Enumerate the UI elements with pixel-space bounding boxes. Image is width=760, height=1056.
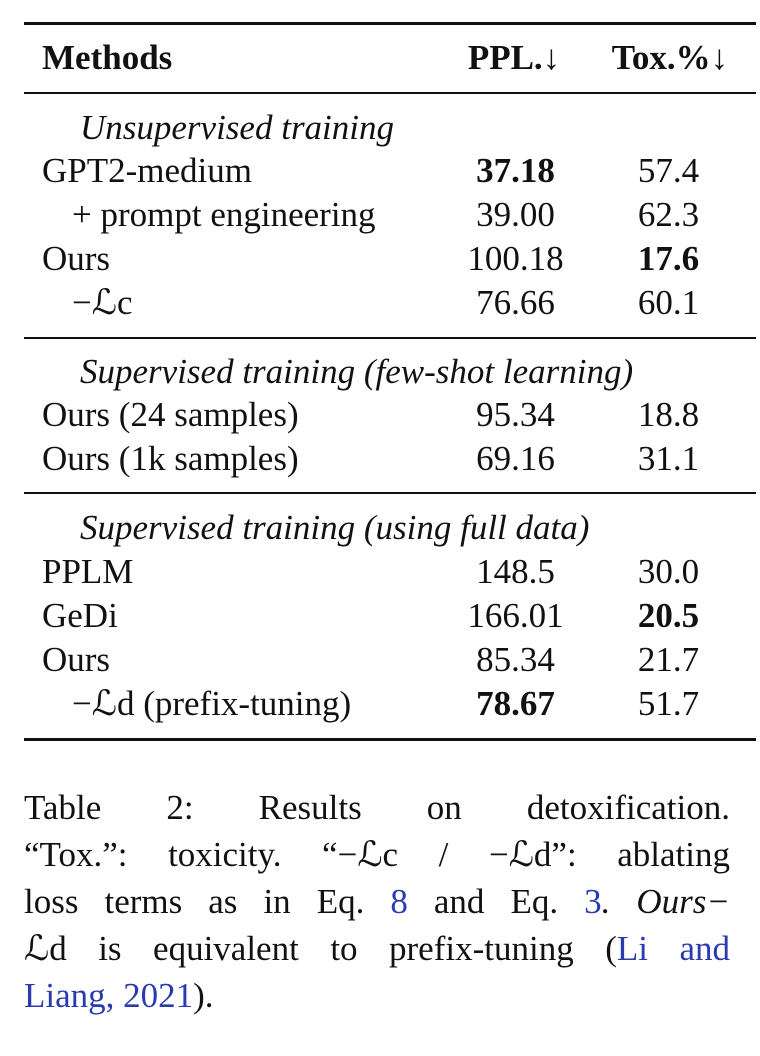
table-row: [0, 193, 760, 237]
table-row: [0, 437, 760, 481]
section-title: [0, 350, 760, 394]
table-row: [0, 682, 760, 726]
caption-line: Table 2: Results on detoxification.: [24, 788, 730, 827]
ppl-cell: 78.67: [476, 684, 555, 723]
table-row: [0, 550, 760, 594]
ppl-cell: 95.34: [476, 395, 555, 434]
tox-cell: 62.3: [637, 195, 700, 234]
tox-cell: 51.7: [637, 684, 700, 723]
citation-link[interactable]: Li and: [616, 929, 730, 968]
section-rule: [24, 337, 756, 339]
table-bottom-rule: [24, 738, 756, 741]
tox-cell: 20.5: [637, 596, 700, 635]
method-cell: Ours (24 samples): [42, 395, 299, 434]
caption-line: “Tox.”: toxicity. “−ℒc / −ℒd”: ablating: [24, 835, 730, 874]
tox-cell: 57.4: [637, 151, 700, 190]
table-top-rule: [24, 22, 756, 25]
ppl-cell: 166.01: [467, 596, 564, 635]
table-header-row: [0, 36, 760, 80]
tox-cell: 18.8: [637, 395, 700, 434]
table-row: [0, 281, 760, 325]
caption-text: . Ours−: [601, 882, 731, 921]
header-rule: [24, 92, 756, 94]
ppl-cell: 100.18: [467, 239, 564, 278]
table-row: [0, 638, 760, 682]
ppl-cell: 76.66: [476, 283, 555, 322]
method-cell: GPT2-medium: [42, 151, 252, 190]
method-cell: Ours: [42, 640, 111, 679]
citation-link[interactable]: Liang, 2021: [24, 976, 194, 1015]
header-tox: Tox.%↓: [611, 38, 729, 77]
tox-cell: 60.1: [637, 283, 700, 322]
ppl-cell: 148.5: [476, 552, 555, 591]
table-row: [0, 393, 760, 437]
caption-text: ℒd is equivalent to prefix-tuning (: [24, 929, 617, 968]
method-cell: Ours: [42, 239, 111, 278]
tox-cell: 30.0: [637, 552, 700, 591]
method-cell: Ours (1k samples): [42, 439, 299, 478]
eq8-link[interactable]: 8: [390, 882, 408, 921]
section-fulldata-title: Supervised training (using full data): [80, 508, 590, 547]
caption-text: and Eq.: [433, 882, 559, 921]
tox-cell: 31.1: [637, 439, 700, 478]
table-row: [0, 237, 760, 281]
method-cell: −ℒc: [72, 283, 133, 322]
table-caption: [24, 784, 730, 1019]
section-unsupervised-title: Unsupervised training: [80, 108, 395, 147]
section-rule: [24, 492, 756, 494]
tox-cell: 21.7: [637, 640, 700, 679]
header-ppl: PPL.↓: [467, 38, 561, 77]
ppl-cell: 85.34: [476, 640, 555, 679]
caption-line: [24, 972, 730, 1019]
caption-text: ).: [193, 976, 214, 1015]
method-cell: + prompt engineering: [72, 195, 376, 234]
ppl-cell: 69.16: [476, 439, 555, 478]
method-cell: GeDi: [42, 596, 118, 635]
ppl-cell: 37.18: [476, 151, 555, 190]
section-title: [0, 106, 760, 150]
section-fewshot-title: Supervised training (few-shot learning): [80, 352, 634, 391]
section-title: [0, 506, 760, 550]
caption-line: [24, 925, 730, 972]
method-cell: PPLM: [42, 552, 134, 591]
eq3-link[interactable]: 3: [584, 882, 602, 921]
tox-cell: 17.6: [637, 239, 700, 278]
method-cell: −ℒd (prefix-tuning): [72, 684, 352, 723]
header-methods: Methods: [42, 38, 173, 77]
caption-text: loss terms as in Eq.: [24, 882, 365, 921]
caption-line: [24, 878, 730, 925]
ppl-cell: 39.00: [476, 195, 555, 234]
table-row: [0, 149, 760, 193]
table-row: [0, 594, 760, 638]
